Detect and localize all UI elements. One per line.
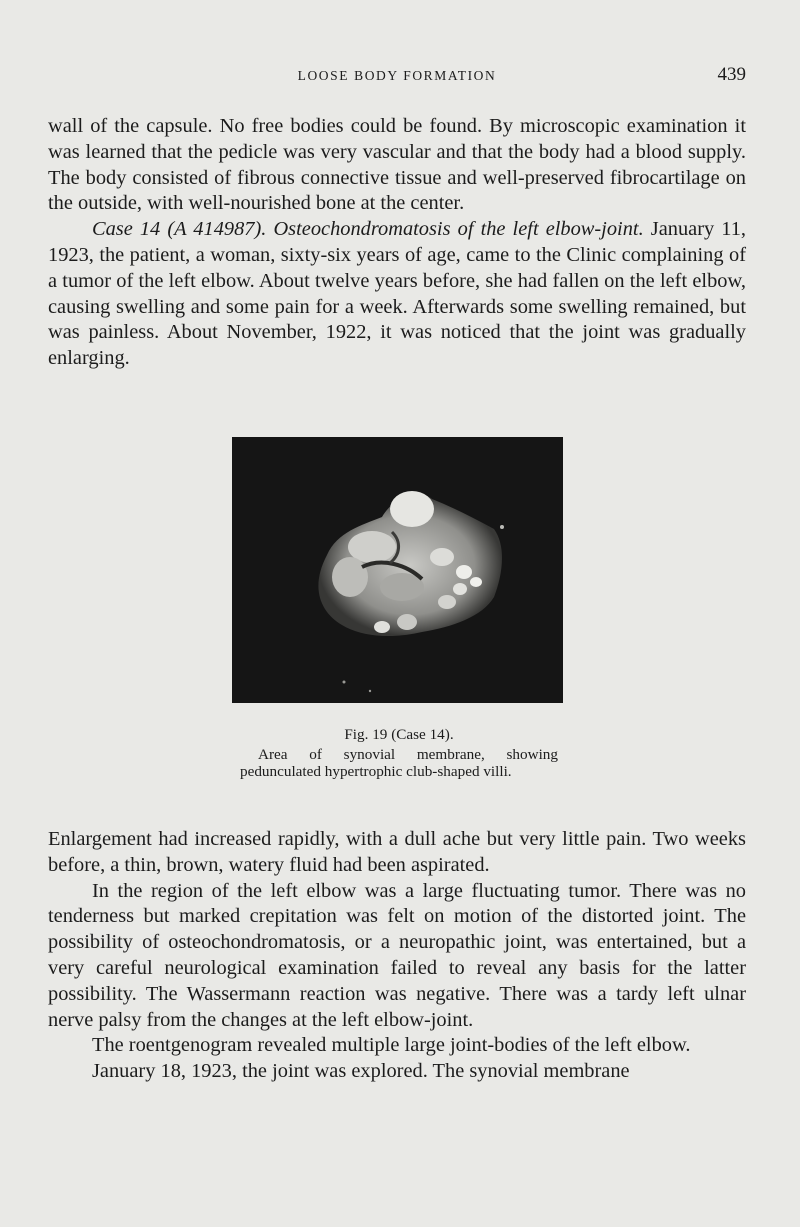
body-text-top: [48, 114, 746, 372]
case-text: January 11, 1923, the patient, a woman, sixty-six years of age, came to the Clinic complaining of a tumor of the left elbow. About twelve years before, she had fallen on the left elbow, causing swelling and some pain for a week. Afterwards some swelling remained, but was painless. About November, 1922, it was noticed that the joint was gradually enlarging.: [48, 218, 746, 370]
paragraph-3: Enlargement had increased rapidly, with a dull ache but very little pain. Two weeks before, a thin, brown, watery fluid had been aspirated.: [48, 828, 746, 876]
figure-photograph: [232, 437, 563, 703]
paragraph-5: The roentgenogram revealed multiple large joint-bodies of the left elbow.: [92, 1034, 691, 1057]
page-header: [48, 64, 746, 88]
paragraph-6: January 18, 1923, the joint was explored. The synovial membrane: [92, 1060, 630, 1083]
figure-label: Fig. 19 (Case 14).: [344, 726, 454, 743]
body-text-bottom: [48, 827, 746, 1085]
paragraph-4: In the region of the left elbow was a large fluctuating tumor. There was no tenderness but marked crepitation was felt on motion of the distorted joint. The possibility of osteochondromatosis, or a neuropathic joint, was entertained, but a very careful neurological examination failed to reveal any basis for the latter possibility. The Wassermann reaction was negative. There was a tardy left ulnar nerve palsy from the changes at the left elbow-joint.: [48, 879, 746, 1031]
paragraph-1: wall of the capsule. No free bodies could be found. By microscopic examination it was learned that the pedicle was very vascular and that the body had a blood supply. The body consisted of fibrous connective tissue and well-preserved fibrocartilage on the outside, with well-nourished bone at the center.: [48, 115, 746, 215]
caption-text: Area of synovial membrane, showing pedunculated hypertrophic club-shaped villi.: [240, 745, 558, 780]
running-head: LOOSE BODY FORMATION: [297, 68, 497, 83]
figure-caption: [240, 726, 558, 781]
case-paragraph: [48, 217, 746, 372]
page-number: 439: [717, 64, 746, 85]
case-heading: Case 14 (A 414987). Osteochondromatosis of the left elbow-joint.: [92, 218, 644, 241]
synovial-membrane-photo: [232, 437, 563, 703]
